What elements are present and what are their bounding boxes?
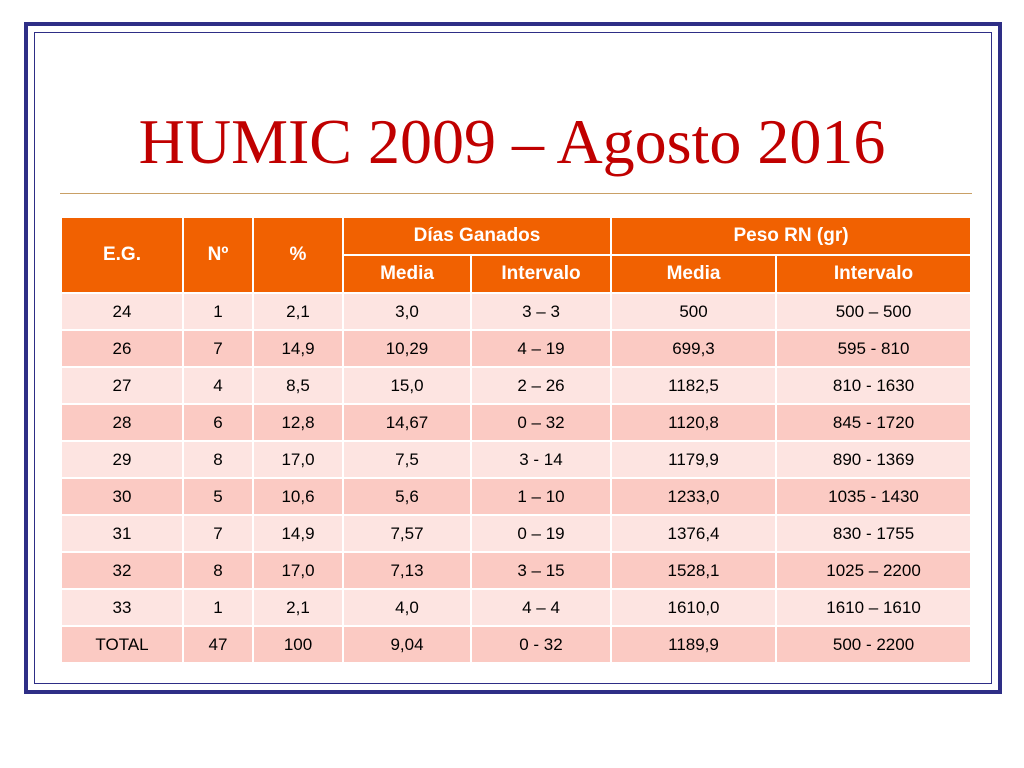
header-percent: %: [253, 217, 343, 293]
cell-n: 5: [183, 478, 253, 515]
table-row: [61, 441, 971, 478]
cell-n: 7: [183, 515, 253, 552]
table-row: [61, 589, 971, 626]
cell-n: 6: [183, 404, 253, 441]
header-peso-rn: Peso RN (gr): [611, 217, 971, 255]
header-dias-media: Media: [343, 255, 471, 293]
table-row: [61, 330, 971, 367]
table-header: [61, 217, 971, 293]
cell-eg: 28: [61, 404, 183, 441]
header-row-1: [61, 217, 971, 255]
cell-peso-media: 1528,1: [611, 552, 776, 589]
table-row: [61, 404, 971, 441]
cell-peso-media: 1610,0: [611, 589, 776, 626]
header-n: Nº: [183, 217, 253, 293]
cell-eg: 26: [61, 330, 183, 367]
cell-dias-intervalo: 4 – 4: [471, 589, 611, 626]
cell-dias-media: 15,0: [343, 367, 471, 404]
cell-dias-media: 9,04: [343, 626, 471, 662]
cell-peso-intervalo: 810 - 1630: [776, 367, 971, 404]
table-row: [61, 293, 971, 330]
cell-percent: 17,0: [253, 441, 343, 478]
cell-peso-intervalo: 500 - 2200: [776, 626, 971, 662]
cell-eg: 24: [61, 293, 183, 330]
table-row: [61, 552, 971, 589]
cell-dias-media: 14,67: [343, 404, 471, 441]
cell-eg: 31: [61, 515, 183, 552]
cell-n: 1: [183, 589, 253, 626]
cell-peso-intervalo: 500 – 500: [776, 293, 971, 330]
table-body: [61, 293, 971, 662]
cell-eg: 30: [61, 478, 183, 515]
cell-peso-intervalo: 1025 – 2200: [776, 552, 971, 589]
cell-percent: 2,1: [253, 293, 343, 330]
cell-dias-intervalo: 4 – 19: [471, 330, 611, 367]
cell-percent: 8,5: [253, 367, 343, 404]
cell-percent: 14,9: [253, 515, 343, 552]
cell-dias-intervalo: 2 – 26: [471, 367, 611, 404]
cell-dias-intervalo: 3 - 14: [471, 441, 611, 478]
table-row: [61, 515, 971, 552]
cell-peso-media: 500: [611, 293, 776, 330]
title-divider: [60, 193, 972, 194]
cell-percent: 14,9: [253, 330, 343, 367]
cell-dias-intervalo: 1 – 10: [471, 478, 611, 515]
cell-n: 47: [183, 626, 253, 662]
cell-peso-media: 699,3: [611, 330, 776, 367]
cell-dias-media: 4,0: [343, 589, 471, 626]
cell-n: 4: [183, 367, 253, 404]
cell-dias-media: 7,13: [343, 552, 471, 589]
cell-peso-media: 1189,9: [611, 626, 776, 662]
cell-dias-intervalo: 3 – 15: [471, 552, 611, 589]
cell-eg: 29: [61, 441, 183, 478]
cell-dias-media: 7,5: [343, 441, 471, 478]
header-eg: E.G.: [61, 217, 183, 293]
cell-percent: 12,8: [253, 404, 343, 441]
cell-dias-intervalo: 3 – 3: [471, 293, 611, 330]
cell-dias-media: 5,6: [343, 478, 471, 515]
cell-eg: 32: [61, 552, 183, 589]
cell-peso-intervalo: 830 - 1755: [776, 515, 971, 552]
cell-dias-media: 3,0: [343, 293, 471, 330]
table-row: [61, 626, 971, 662]
cell-dias-intervalo: 0 – 32: [471, 404, 611, 441]
cell-peso-media: 1179,9: [611, 441, 776, 478]
cell-percent: 100: [253, 626, 343, 662]
data-table: [60, 216, 972, 662]
cell-peso-media: 1233,0: [611, 478, 776, 515]
cell-peso-intervalo: 1610 – 1610: [776, 589, 971, 626]
cell-dias-intervalo: 0 - 32: [471, 626, 611, 662]
header-dias-ganados: Días Ganados: [343, 217, 611, 255]
header-peso-intervalo: Intervalo: [776, 255, 971, 293]
slide-title: HUMIC 2009 – Agosto 2016: [138, 106, 886, 177]
table-row: [61, 478, 971, 515]
header-dias-intervalo: Intervalo: [471, 255, 611, 293]
cell-dias-media: 10,29: [343, 330, 471, 367]
table-row: [61, 367, 971, 404]
cell-peso-intervalo: 595 - 810: [776, 330, 971, 367]
cell-dias-media: 7,57: [343, 515, 471, 552]
cell-dias-intervalo: 0 – 19: [471, 515, 611, 552]
cell-eg: 27: [61, 367, 183, 404]
cell-eg: TOTAL: [61, 626, 183, 662]
cell-n: 8: [183, 552, 253, 589]
cell-percent: 2,1: [253, 589, 343, 626]
header-peso-media: Media: [611, 255, 776, 293]
cell-eg: 33: [61, 589, 183, 626]
cell-peso-media: 1182,5: [611, 367, 776, 404]
cell-percent: 10,6: [253, 478, 343, 515]
cell-peso-intervalo: 845 - 1720: [776, 404, 971, 441]
cell-peso-media: 1120,8: [611, 404, 776, 441]
cell-peso-intervalo: 890 - 1369: [776, 441, 971, 478]
cell-percent: 17,0: [253, 552, 343, 589]
cell-n: 8: [183, 441, 253, 478]
cell-n: 7: [183, 330, 253, 367]
cell-n: 1: [183, 293, 253, 330]
cell-peso-intervalo: 1035 - 1430: [776, 478, 971, 515]
cell-peso-media: 1376,4: [611, 515, 776, 552]
